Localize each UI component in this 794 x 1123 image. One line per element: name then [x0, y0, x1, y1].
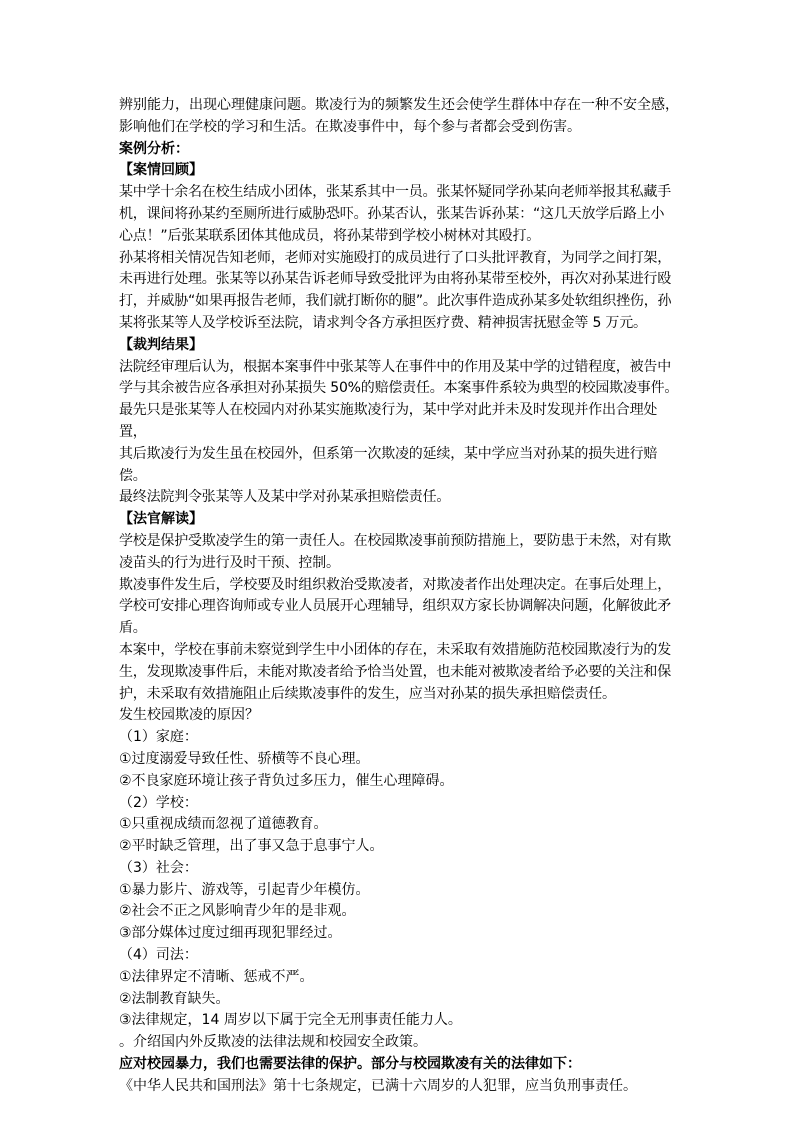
cause-item: ③部分媒体过度过细再现犯罪经过。	[119, 925, 342, 942]
causes-question: 发生校园欺凌的原因？	[119, 707, 259, 724]
paragraph-line: 打，并威胁“如果再报告老师，我们就打断你的腿”。此次事件造成孙某多处软组织挫伤，孙	[119, 293, 672, 310]
cause-group-title: （3）社会：	[119, 859, 198, 876]
cause-item: ②法制教育缺失。	[119, 990, 230, 1007]
cause-group-title: （2）学校：	[119, 794, 198, 811]
paragraph-line: 心点！”后张某联系团体其他成员，将孙某带到学校小树林对其殴打。	[119, 227, 541, 244]
case-analysis-heading: 案例分析：	[119, 140, 189, 157]
interpretation-heading: 【法官解读】	[119, 511, 203, 528]
paragraph-line: 孙某将相关情况告知老师，老师对实施殴打的成员进行了口头批评教育，为同学之间打架，	[119, 249, 671, 266]
cause-item: ②平时缺乏管理，出了事又急于息事宁人。	[119, 838, 384, 855]
cause-group-title: （4）司法：	[119, 947, 198, 964]
paragraph-line: 生，发现欺凌事件后，未能对欺凌者给予恰当处置，也未能对被欺凌者给予必要的关注和保	[119, 663, 671, 680]
paragraph-line: 法院经审理后认为，根据本案事件中张某等人在事件中的作用及某中学的过错程度，被告中	[119, 358, 671, 375]
cause-item: ①只重视成绩而忽视了道德教育。	[119, 816, 328, 833]
paragraph-line: 最先只是张某等人在校园内对孙某实施欺凌行为，某中学对此并未及时发现并作出合理处置，	[119, 402, 658, 440]
cause-item: ①暴力影片、游戏等，引起青少年模仿。	[119, 881, 370, 898]
paragraph-line: 学与其余被告应各承担对孙某损失 50%的赔偿责任。本案事件系较为典型的校园欺凌事件。	[119, 380, 679, 397]
intro-line: 影响他们在学校的学习和生活。在欺凌事件中，每个参与者都会受到伤害。	[119, 118, 581, 135]
document-page	[119, 95, 679, 1098]
cause-item: ①过度溺爱导致任性、骄横等不良心理。	[119, 750, 370, 767]
cause-item: ①法律界定不清晰、惩戒不严。	[119, 968, 314, 985]
cause-group-title: （1）家庭：	[119, 729, 198, 746]
case-review-heading: 【案情回顾】	[119, 162, 203, 179]
cause-item: ②社会不正之风影响青少年的是非观。	[119, 903, 356, 920]
law-heading: 应对校园暴力，我们也需要法律的保护。部分与校园欺凌有关的法律如下：	[119, 1056, 581, 1073]
paragraph-line: 护，未采取有效措施阻止后续欺凌事件的发生，应当对孙某的损失承担赔偿责任。	[119, 685, 616, 702]
judgment-heading: 【裁判结果】	[119, 336, 203, 353]
paragraph-line: 某将张某等人及学校诉至法院，请求判令各方承担医疗费、精神损害抚慰金等 5 万元。	[119, 314, 647, 331]
paragraph-line: 学校是保护受欺凌学生的第一责任人。在校园欺凌事前预防措施上，要防患于未然，对有欺	[119, 532, 671, 549]
paragraph-line: 本案中，学校在事前未察觉到学生中小团体的存在，未采取有效措施防范校园欺凌行为的发	[119, 641, 671, 658]
paragraph-line: 未再进行处理。张某等以孙某告诉老师导致受批评为由将孙某带至校外，再次对孙某进行殴	[119, 271, 671, 288]
paragraph-line: 盾。	[119, 620, 147, 637]
paragraph-line: 凌苗头的行为进行及时干预、控制。	[119, 554, 340, 571]
paragraph-line: 最终法院判令张某等人及某中学对孙某承担赔偿责任。	[119, 489, 451, 506]
intro-line: 辨别能力，出现心理健康问题。欺凌行为的频繁发生还会使学生群体中存在一种不安全感，	[119, 97, 679, 113]
cause-item: ③法律规定，14 周岁以下属于完全无刑事责任能力人。	[119, 1012, 462, 1029]
law-line: 《中华人民共和国刑法》第十七条规定，已满十六周岁的人犯罪，应当负刑事责任。	[119, 1077, 637, 1094]
paragraph-line: 机，课间将孙某约至厕所进行威胁恐吓。孙某否认，张某告诉孙某：“这几天放学后路上小	[119, 205, 665, 222]
policy-line: 。介绍国内外反欺凌的法律法规和校园安全政策。	[119, 1034, 427, 1051]
paragraph-line: 其后欺凌行为发生虽在校园外，但系第一次欺凌的延续，某中学应当对孙某的损失进行赔偿。	[119, 445, 658, 484]
paragraph-line: 欺凌事件发生后，学校要及时组织救治受欺凌者，对欺凌者作出处理决定。在事后处理上，	[119, 576, 671, 593]
cause-item: ②不良家庭环境让孩子背负过多压力，催生心理障碍。	[119, 772, 454, 789]
paragraph-line: 学校可安排心理咨询师或专业人员展开心理辅导，组织双方家长协调解决问题，化解彼此矛	[119, 598, 671, 615]
paragraph-line: 某中学十余名在校生结成小团体，张某系其中一员。张某怀疑同学孙某向老师举报其私藏手	[119, 184, 671, 201]
